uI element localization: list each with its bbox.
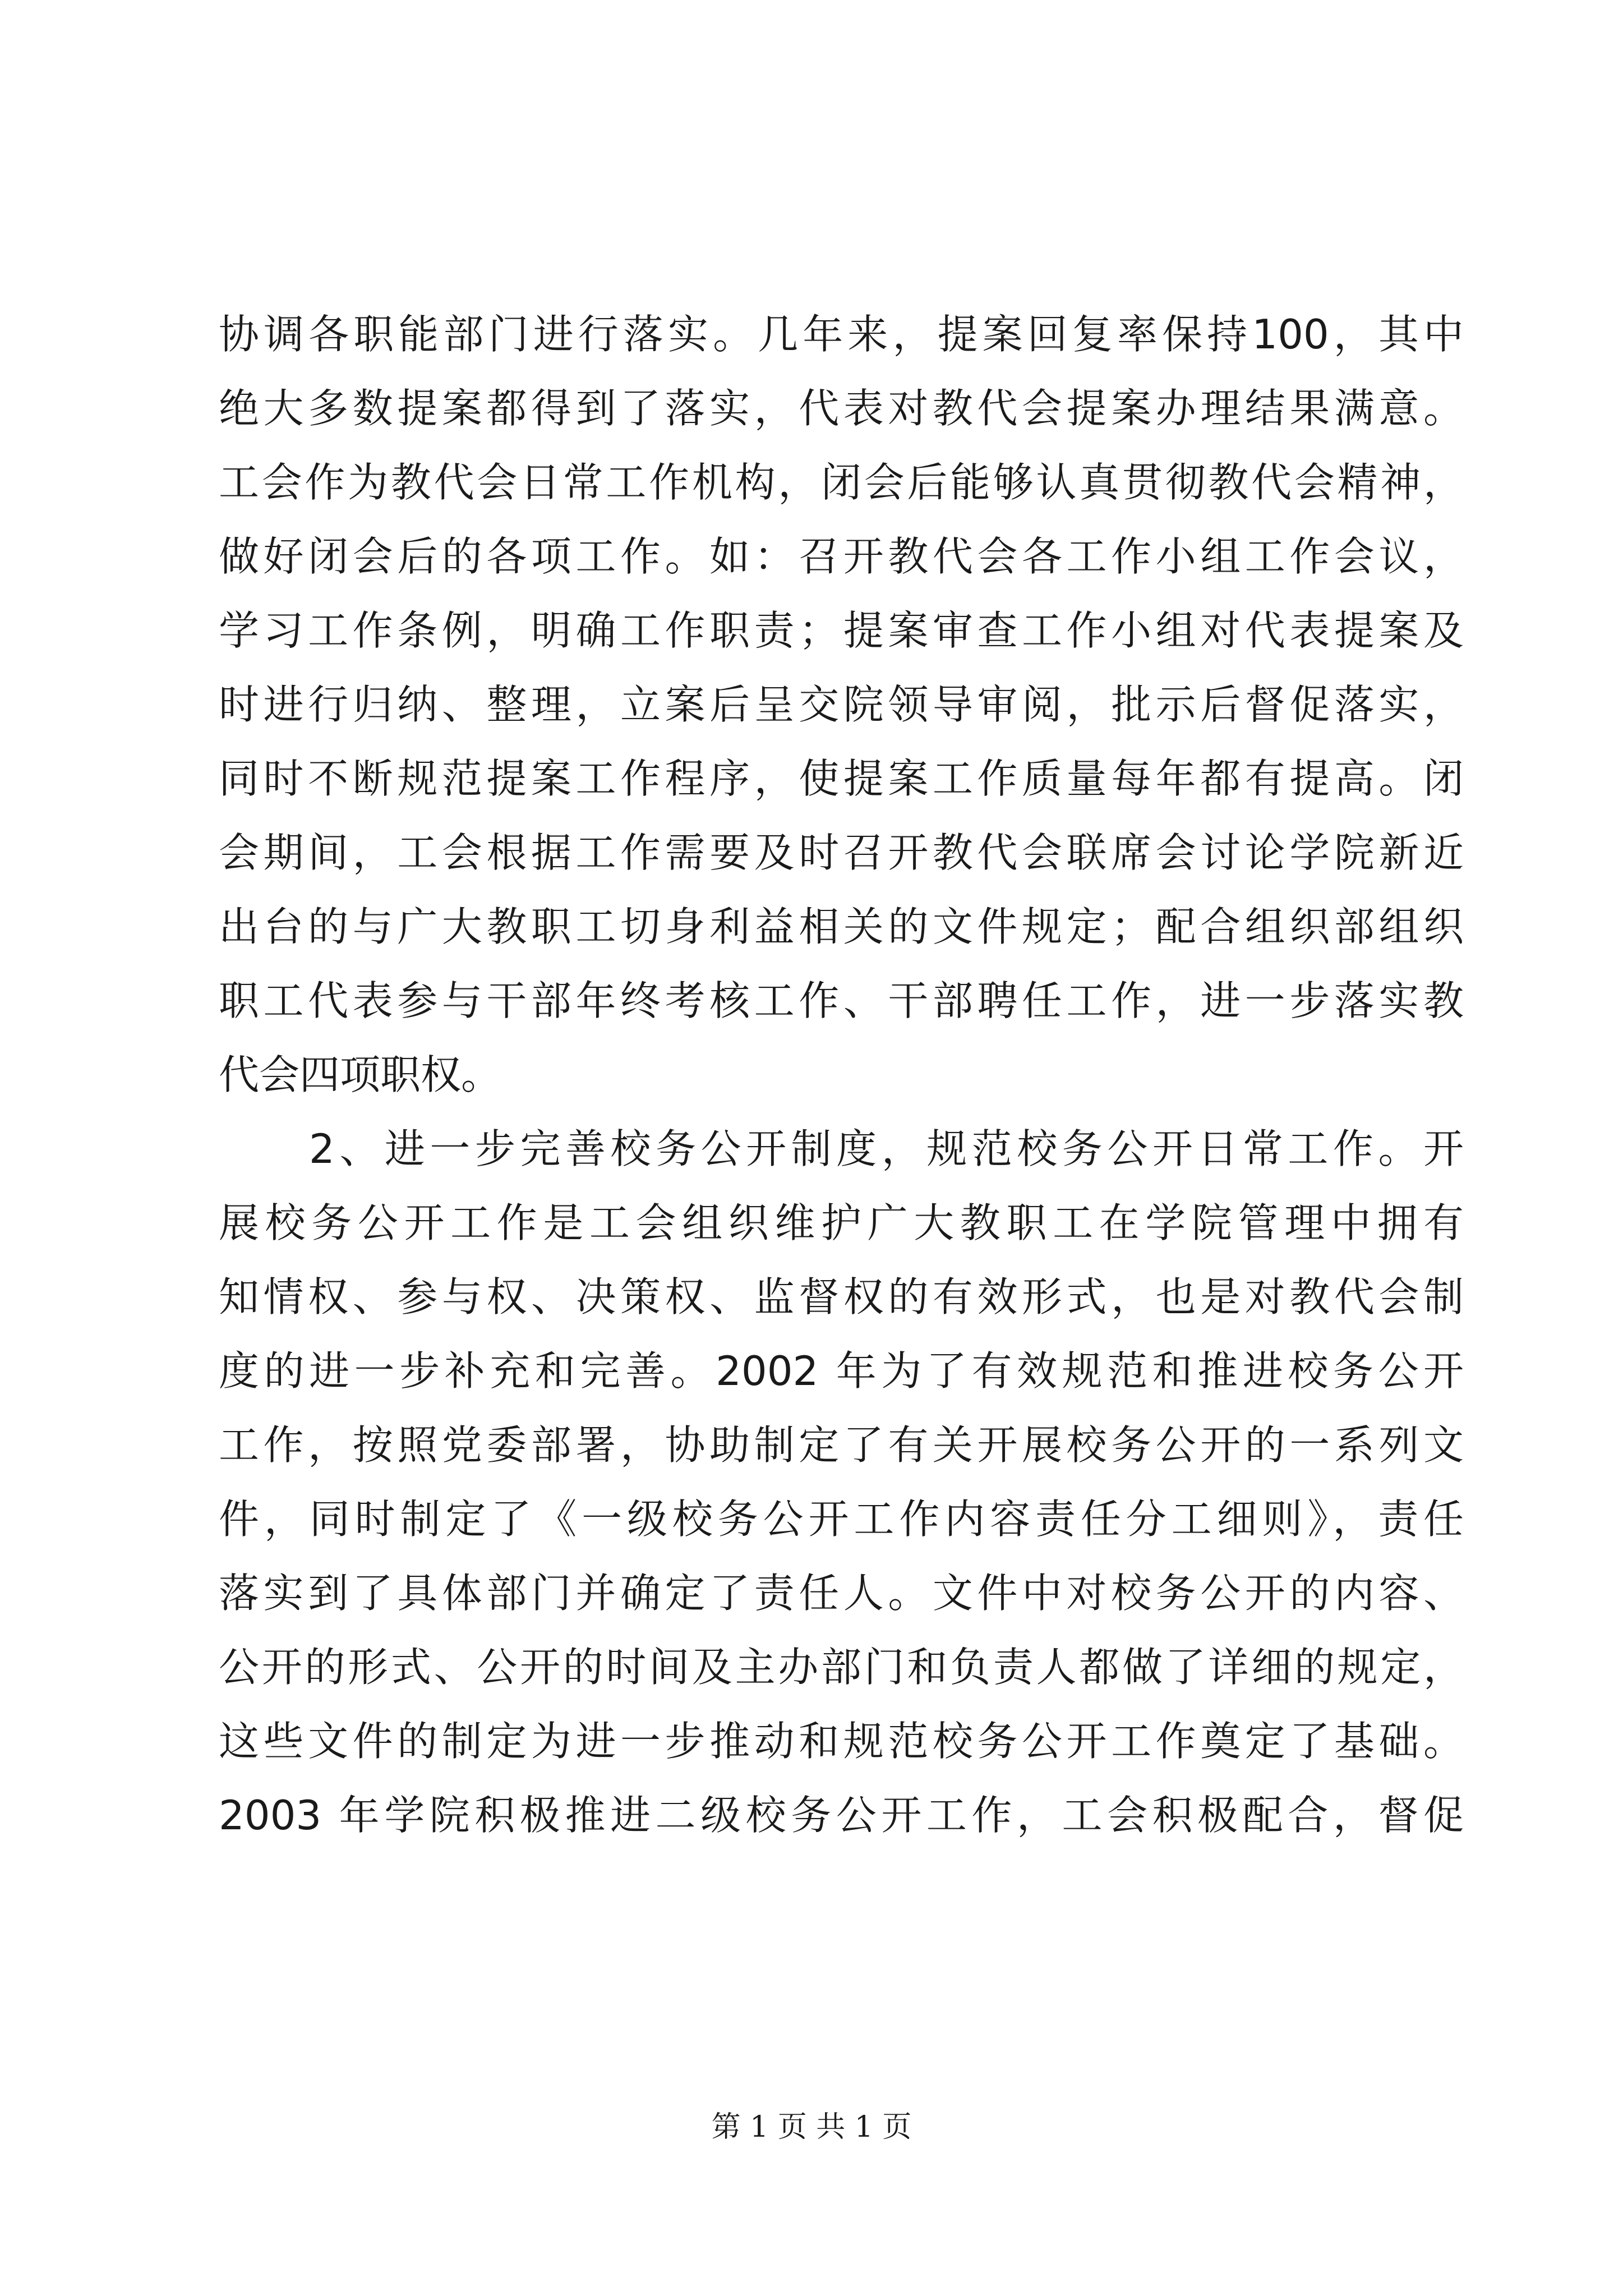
text-line: 学习工作条例，明确工作职责；提案审查工作小组对代表提案及 — [219, 607, 1464, 654]
text-line: 知情权、参与权、决策权、监督权的有效形式，也是对教代会制 — [219, 1273, 1464, 1320]
text-line: 2、进一步完善校务公开制度，规范校务公开日常工作。开 — [219, 1125, 1464, 1172]
text-line: 绝大多数提案都得到了落实，代表对教代会提案办理结果满意。 — [219, 385, 1464, 432]
text-line: 展校务公开工作是工会组织维护广大教职工在学院管理中拥有 — [219, 1199, 1464, 1246]
text-line: 件，同时制定了《一级校务公开工作内容责任分工细则》，责任 — [219, 1496, 1464, 1543]
text-line: 这些文件的制定为进一步推动和规范校务公开工作奠定了基础。 — [219, 1718, 1464, 1765]
page-number-footer: 第 1 页 共 1 页 — [711, 2110, 912, 2144]
text-line: 2003 年学院积极推进二级校务公开工作，工会积极配合，督促 — [219, 1792, 1464, 1839]
text-line: 代会四项职权。 — [219, 1051, 502, 1098]
body-text — [219, 297, 1464, 1852]
text-line: 职工代表参与干部年终考核工作、干部聘任工作，进一步落实教 — [219, 977, 1464, 1024]
text-line: 工作，按照党委部署，协助制定了有关开展校务公开的一系列文 — [219, 1421, 1464, 1469]
text-line: 公开的形式、公开的时间及主办部门和负责人都做了详细的规定， — [219, 1644, 1464, 1691]
text-line: 工会作为教代会日常工作机构，闭会后能够认真贯彻教代会精神， — [219, 459, 1464, 506]
text-line: 做好闭会后的各项工作。如：召开教代会各工作小组工作会议， — [219, 533, 1464, 580]
text-line: 落实到了具体部门并确定了责任人。文件中对校务公开的内容、 — [219, 1570, 1464, 1617]
text-line: 出台的与广大教职工切身利益相关的文件规定；配合组织部组织 — [219, 903, 1464, 950]
text-line: 同时不断规范提案工作程序，使提案工作质量每年都有提高。闭 — [219, 755, 1464, 802]
text-line: 时进行归纳、整理，立案后呈交院领导审阅，批示后督促落实， — [219, 681, 1464, 728]
text-line: 协调各职能部门进行落实。几年来，提案回复率保持100，其中 — [219, 311, 1464, 358]
text-line: 度的进一步补充和完善。2002 年为了有效规范和推进校务公开 — [219, 1347, 1464, 1395]
text-line: 会期间，工会根据工作需要及时召开教代会联席会讨论学院新近 — [219, 829, 1464, 876]
